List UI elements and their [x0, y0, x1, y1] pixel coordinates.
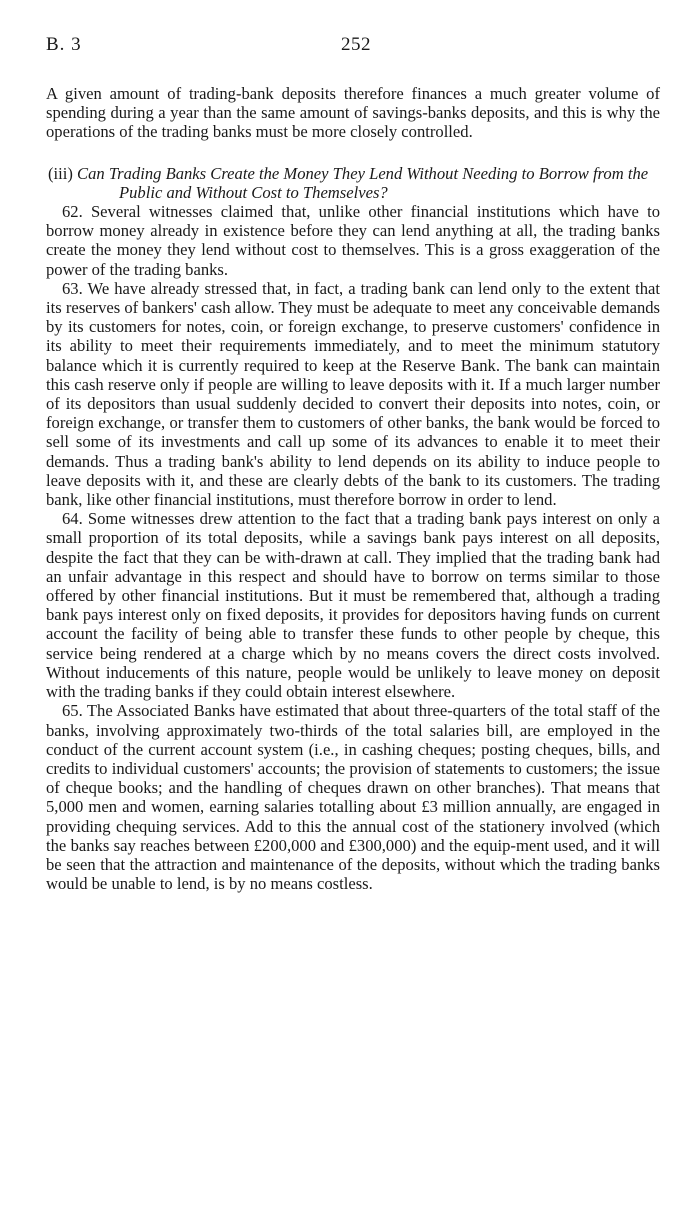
intro-paragraph: A given amount of trading-bank deposits therefore finances a much greater volume of spending during a year than the same amount of savings-banks deposits, and this is why the operations of the trading banks must be more closely controlled. — [46, 84, 660, 142]
paragraph-65: 65. The Associated Banks have estimated that about three-quarters of the total staff of the banks, involving approximately two-thirds of the total salaries bill, are employed in the conduct of the current account system (i.e., in cashing cheques; posting cheques, bills, and credits to individual customers' accounts; the provision of statements to customers; the issue of cheque books; and the handling of cheques drawn on other branches). That means that 5,000 men and women, earning salaries totalling about £3 million annually, are engaged in providing chequing services. Add to this the annual cost of the stationery involved (which the banks say reaches between £200,000 and £300,000) and the equip-ment used, and it will be seen that the attraction and maintenance of the deposits, without which the trading banks would be unable to lend, is by no means costless. — [46, 701, 660, 894]
paragraph-62: 62. Several witnesses claimed that, unlike other financial institutions which have to borrow money already in existence before they can lend anything at all, the trading banks create the money they lend without cost to themselves. This is a gross exaggeration of the power of the trading banks. — [46, 202, 660, 279]
page-number: 252 — [341, 34, 371, 55]
section-heading — [46, 164, 660, 202]
section-title: Can Trading Banks Create the Money They Lend Without Needing to Borrow from the Public and Without Cost to Themselves? — [77, 163, 649, 202]
page-header — [46, 34, 660, 64]
paragraph-63: 63. We have already stressed that, in fact, a trading bank can lend only to the extent that its reserves of bankers' cash allow. They must be adequate to meet any conceivable demands by its customers for notes, coin, or foreign exchange, to preserve customers' confidence in its ability to meet their requirements immediately, and to meet the minimum statutory balance which it is currently required to keep at the Reserve Bank. The bank can maintain this cash reserve only if people are willing to leave deposits with it. If a much larger number of its depositors than usual suddenly decided to convert their deposits into notes, coin, or foreign exchange, or transfer them to customers of other banks, the bank would be forced to sell some of its investments and call up some of its advances to enable it to meet their demands. Thus a trading bank's ability to lend depends on its ability to induce people to leave deposits with it, and these are clearly debts of the bank to its customers. The trading bank, like other financial institutions, must therefore borrow in order to lend. — [46, 278, 660, 510]
section-number: (iii) — [48, 163, 73, 183]
document-code: B. 3 — [46, 34, 82, 55]
document-page — [46, 34, 660, 893]
paragraph-64: 64. Some witnesses drew attention to the fact that a trading bank pays interest on only a small proportion of its total deposits, while a savings bank pays interest on all deposits, despite the fact that they can be with-drawn at call. They implied that the trading bank had an unfair advantage in this respect and should have to borrow on terms similar to those offered by other financial institutions. But it must be remembered that, although a trading bank pays interest only on fixed deposits, it provides for depositors having funds on current account the facility of being able to transfer these funds to other people by cheque, this service being rendered at a charge which by no means covers the direct costs involved. Without inducements of this nature, people would be unlikely to leave money on deposit with the trading banks if they could obtain interest elsewhere. — [46, 509, 660, 702]
